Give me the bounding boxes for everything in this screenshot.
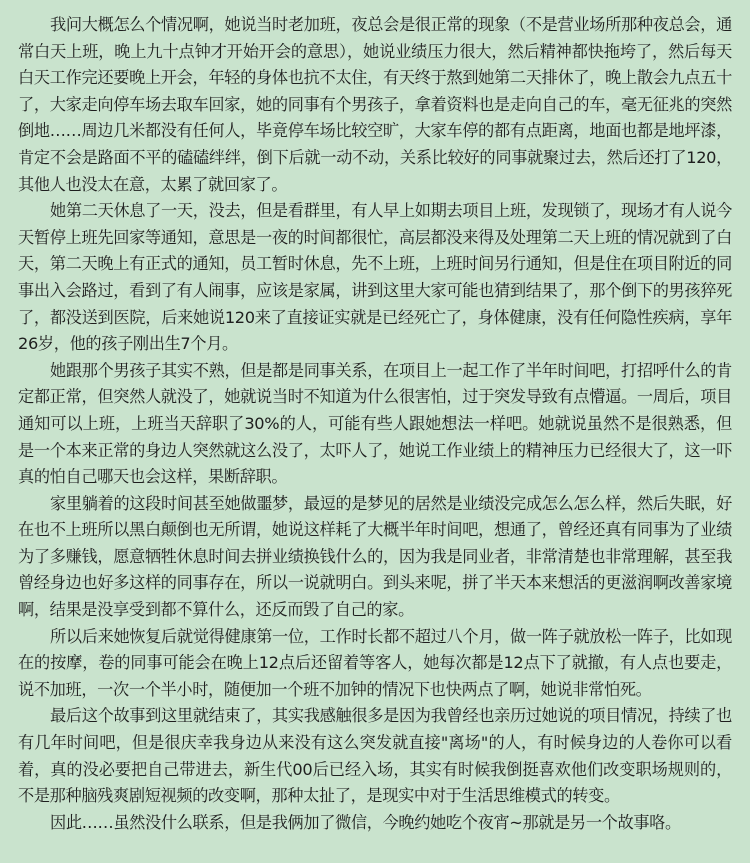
paragraph-6: 最后这个故事到这里就结束了，其实我感触很多是因为我曾经也亲历过她说的项目情况，持续了也有几年时间吧，但是很庆幸我身边从来没有这么突发就直接"离场"的人，有时候身边的人卷你可以看着，真的没必要把自己带进去，新生代00后已经入场，其实有时候我倒挺喜欢他们改变职场规则的，不是那种脑残爽剧短视频的改变啊，那种太扯了，是现实中对于生活思维模式的转变。 [18,706,732,806]
paragraph-1: 我问大概怎么个情况啊，她说当时老加班，夜总会是很正常的现象（不是营业场所那种夜总会，通常白天上班，晚上九十点钟才开始开会的意思），她说业绩压力很大，然后精神都快拖垮了，然后每天白天工作完还要晚上开会，年轻的身体也抗不太住，有天终于熬到她第二天排休了，晚上散会九点五十了，大家走向停车场去取车回家，她的同事有个男孩子，拿着资料也是走向自己的车，毫无征兆的突然倒地……周边几米都没有任何人，毕竟停车场比较空旷，大家车停的都有点距离，地面也都是地坪漆，肯定不会是路面不平的磕磕绊绊，倒下后就一动不动，关系比较好的同事就聚过去，然后还打了120，其他人也没太在意，太累了就回家了。 [18,15,732,194]
paragraph-5: 所以后来她恢复后就觉得健康第一位，工作时长都不超过八个月，做一阵子就放松一阵子，比如现在的按摩，卷的同事可能会在晚上12点后还留着等客人，她每次都是12点下了就撤，有人点也要走，说不加班，一次一个半小时，随便加一个班不加钟的情况下也快两点了啊，她说非常怕死。 [18,626,732,699]
paragraph-4: 家里躺着的这段时间甚至她做噩梦，最逗的是梦见的居然是业绩没完成怎么怎么样，然后失眠，好在也不上班所以黑白颠倒也无所谓，她说这样耗了大概半年时间吧，想通了，曾经还真有同事为了业绩为了多赚钱，愿意牺牲休息时间去拼业绩换钱什么的，因为我是同业者，非常清楚也非常理解，甚至我曾经身边也好多这样的同事存在，所以一说就明白。到头来呢，拼了半天本来想活的更滋润啊改善家境啊，结果是没享受到都不算什么，还反而毁了自己的家。 [18,493,732,620]
paragraph-2: 她第二天休息了一天，没去，但是看群里，有人早上如期去项目上班，发现锁了，现场才有人说今天暂停上班先回家等通知，意思是一夜的时间都很忙，高层都没来得及处理第二天上班的情况就到了白天，第二天晚上有正式的通知，员工暂时休息，先不上班，上班时间另行通知，但是住在项目附近的同事出入会路过，看到了有人闹事，应该是家属，讲到这里大家可能也猜到结果了，那个倒下的男孩猝死了，都没送到医院，后来她说120来了直接证实就是已经死亡了，身体健康，没有任何隐性疾病，享年26岁，他的孩子刚出生7个月。 [18,201,732,354]
paragraph-3: 她跟那个男孩子其实不熟，但是都是同事关系，在项目上一起工作了半年时间吧，打招呼什么的肯定都正常，但突然人就没了，她就说当时不知道为什么很害怕，过于突发导致有点懵逼。一周后，项目通知可以上班，上班当天辞职了30%的人，可能有些人跟她想法一样吧。她就说虽然不是很熟悉，但是一个本来正常的身边人突然就这么没了，太吓人了，她说工作业绩上的精神压力已经很大了，这一吓真的怕自己哪天也会这样，果断辞职。 [18,360,732,487]
paragraph-7: 因此……虽然没什么联系，但是我俩加了微信，今晚约她吃个夜宵~那就是另一个故事咯。 [50,812,681,832]
